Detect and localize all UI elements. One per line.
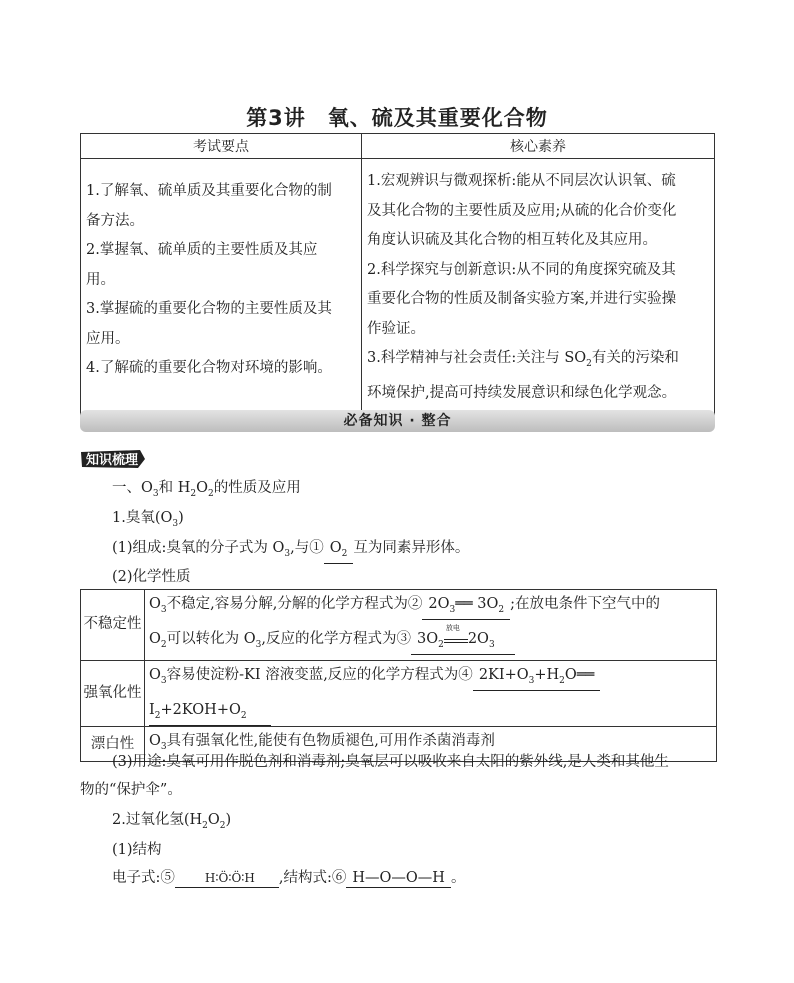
answer-blank-3: $3O_2$ 放电 $2O_3$ — [411, 630, 515, 655]
exam-point-line: 应用。 — [86, 330, 130, 347]
section-heading-o3-h2o2: 一、$O_3$和 $H_2O_2$的性质及应用 — [112, 480, 301, 499]
literacy-line: 及其化合物的主要性质及应用;从硫的化合价变化 — [367, 202, 677, 219]
label-strong-oxidation: 强氧化性 — [81, 660, 145, 726]
svg-text:知识梳理: 知识梳理 — [85, 453, 139, 468]
label-bleaching: 漂白性 — [81, 726, 145, 762]
core-literacy-cell — [362, 159, 715, 416]
literacy-line: 重要化合物的性质及制备实验方案,并进行实验操 — [367, 291, 677, 307]
exam-point-line: 2.掌握氧、硫单质的主要性质及其应 — [86, 242, 318, 258]
exam-point-line: 备方法。 — [86, 212, 144, 229]
strong-oxidation-cell — [145, 660, 717, 726]
exam-point-line: 1.了解氧、硫单质及其重要化合物的制 — [86, 183, 332, 199]
literacy-line: 环境保护,提高可持续发展意识和绿色化学观念。 — [367, 385, 677, 402]
page-title: 第3讲 氧、硫及其重要化合物 — [246, 106, 548, 130]
oxidation-line-1: $O_3$容易使淀粉-KI 溶液变蓝,反应的化学方程式为④ $2KI+O_3+H_2O══$ — [149, 661, 712, 696]
ozone-properties-table — [80, 589, 717, 762]
ozone-uses-line-2: 物的“保护伞”。 — [80, 782, 182, 798]
header-core-literacy: 核心素养 — [362, 134, 715, 159]
h2o2-structure-line: 电子式:⑤ H∶Ö∶Ö∶H ,结构式:⑥ H—O—O—H 。 — [112, 870, 466, 886]
answer-blank-1: $O_2$ — [324, 539, 354, 564]
knowledge-logo-icon — [78, 449, 148, 469]
oxidation-line-2 — [149, 696, 712, 726]
ozone-composition: (1)组成:臭氧的分子式为 $O_3$,与① $O_2$ 互为同素异形体。 — [112, 538, 469, 564]
ozone-uses-line-1: (3)用途:臭氧可用作脱色剂和消毒剂;臭氧层可以吸收来自太阳的紫外线,是人类和其他生 — [112, 754, 669, 770]
label-instability: 不稳定性 — [81, 590, 145, 661]
exam-point-line: 用。 — [86, 271, 115, 288]
literacy-line: 2.科学探究与创新意识:从不同的角度探究硫及其 — [367, 261, 676, 278]
exam-points-cell — [81, 159, 362, 416]
structure-label: (1)结构 — [112, 842, 162, 858]
exam-point-line: 4.了解硫的重要化合物对环境的影响。 — [86, 360, 332, 376]
item-ozone: 1.臭氧$(O_3)$ — [112, 510, 184, 529]
item-hydrogen-peroxide: 2.过氧化氢$(H_2O_2)$ — [112, 812, 232, 831]
literacy-line: 1.宏观辨识与微观探析:能从不同层次认识氧、硫 — [367, 173, 676, 189]
instability-line-1: $O_3$不稳定,容易分解,分解的化学方程式为② $2O_3══$ $3O_2$ ;在放电条件下空气中的 — [149, 590, 712, 625]
answer-blank-5: H∶Ö∶Ö∶H — [175, 869, 279, 888]
objectives-table — [80, 133, 715, 416]
answer-blank-2: $2O_3══$ $3O_2$ — [422, 595, 510, 620]
bleaching-cell: $O_3$具有强氧化性,能使有色物质褪色,可用作杀菌消毒剂 — [145, 726, 717, 762]
section-banner: 必备知识 · 整合 — [80, 410, 715, 432]
answer-blank-4-cont: $I_2+2KOH+O_2$ — [149, 701, 271, 726]
exam-point-line: 3.掌握硫的重要化合物的主要性质及其 — [86, 301, 332, 317]
literacy-line: 角度认识硫及其化合物的相互转化及其应用。 — [367, 232, 657, 248]
instability-line-2: $O_2$可以转化为 $O_3$,反应的化学方程式为③ $3O_2$ 放电 $2O_3$ — [149, 625, 712, 660]
chemical-properties-label: (2)化学性质 — [112, 569, 191, 585]
literacy-line: 作验证。 — [367, 320, 425, 337]
answer-blank-6: H—O—O—H — [346, 869, 451, 888]
instability-cell — [145, 590, 717, 661]
answer-blank-4: $2KI+O_3+H_2O══$ — [473, 666, 600, 691]
header-exam-points: 考试要点 — [81, 134, 362, 159]
literacy-line: 3.科学精神与社会责任:关注与 $SO_2$有关的污染和 — [367, 350, 679, 369]
